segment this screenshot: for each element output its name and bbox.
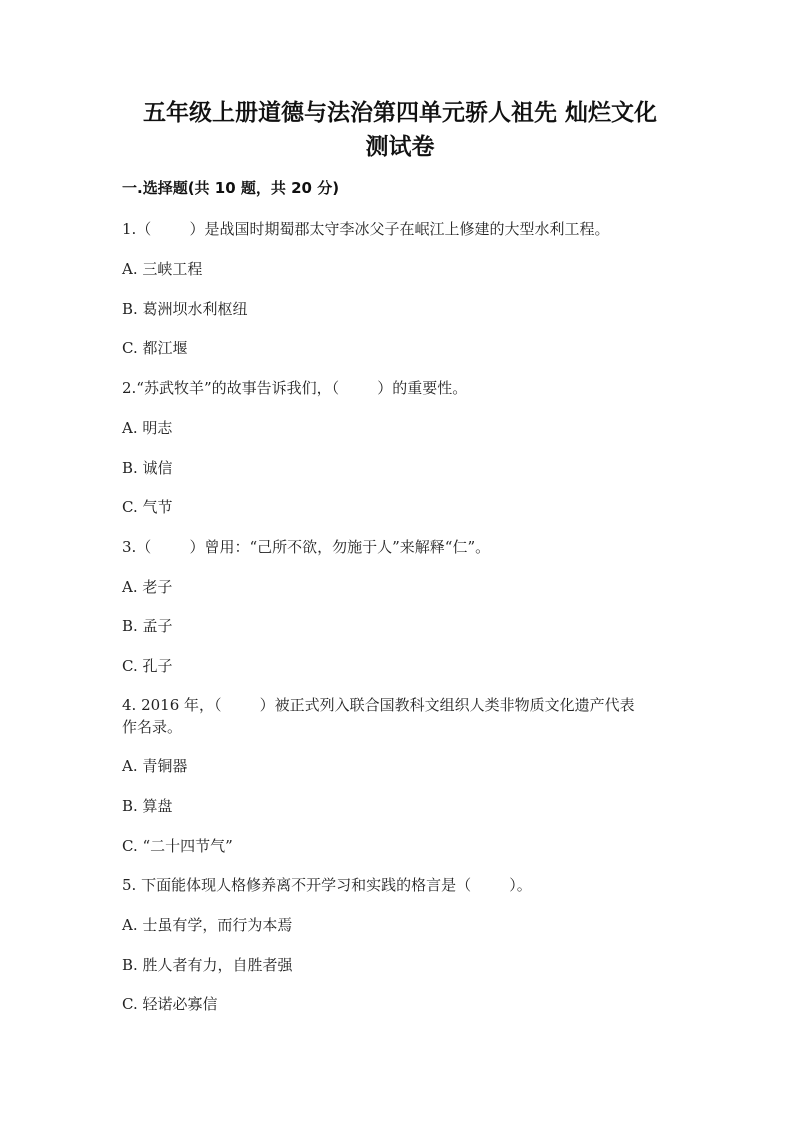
question-2-stem: 2.“苏武牧羊”的故事告诉我们，（ ）的重要性。 (122, 379, 468, 397)
question-5-option-b: B. 胜人者有力，自胜者强 (122, 956, 293, 974)
question-5-option-c: C. 轻诺必寡信 (122, 995, 218, 1013)
question-4-option-c: C. “二十四节气” (122, 837, 233, 855)
page-title-line-1: 五年级上册道德与法治第四单元骄人祖先 灿烂文化 (142, 100, 657, 126)
section-heading: 一.选择题(共 10 题，共 20 分) (122, 179, 340, 197)
page-title-line-2: 测试卷 (365, 134, 435, 160)
question-1-stem: 1.（ ）是战国时期蜀郡太守李冰父子在岷江上修建的大型水利工程。 (122, 220, 610, 238)
question-3-option-a: A. 老子 (122, 578, 173, 596)
question-3-stem: 3.（ ）曾用：“己所不欲，勿施于人”来解释“仁”。 (122, 538, 491, 556)
question-4-option-a: A. 青铜器 (122, 757, 188, 775)
question-2-option-b: B. 诚信 (122, 459, 173, 477)
question-3-option-b: B. 孟子 (122, 617, 173, 635)
question-5-stem: 5. 下面能体现人格修养离不开学习和实践的格言是（ ）。 (122, 876, 532, 894)
question-5-option-a: A. 士虽有学，而行为本焉 (122, 916, 293, 934)
question-4-stem: 4. 2016 年，（ ）被正式列入联合国教科文组织人类非物质文化遗产代表 (122, 696, 635, 714)
question-1-option-b: B. 葛洲坝水利枢纽 (122, 300, 248, 318)
question-4-stem-continued: 作名录。 (122, 718, 183, 736)
question-1-option-c: C. 都江堰 (122, 339, 188, 357)
question-2-option-a: A. 明志 (122, 419, 173, 437)
question-1-option-a: A. 三峡工程 (122, 260, 203, 278)
question-4-option-b: B. 算盘 (122, 797, 173, 815)
question-2-option-c: C. 气节 (122, 498, 173, 516)
question-3-option-c: C. 孔子 (122, 657, 173, 675)
